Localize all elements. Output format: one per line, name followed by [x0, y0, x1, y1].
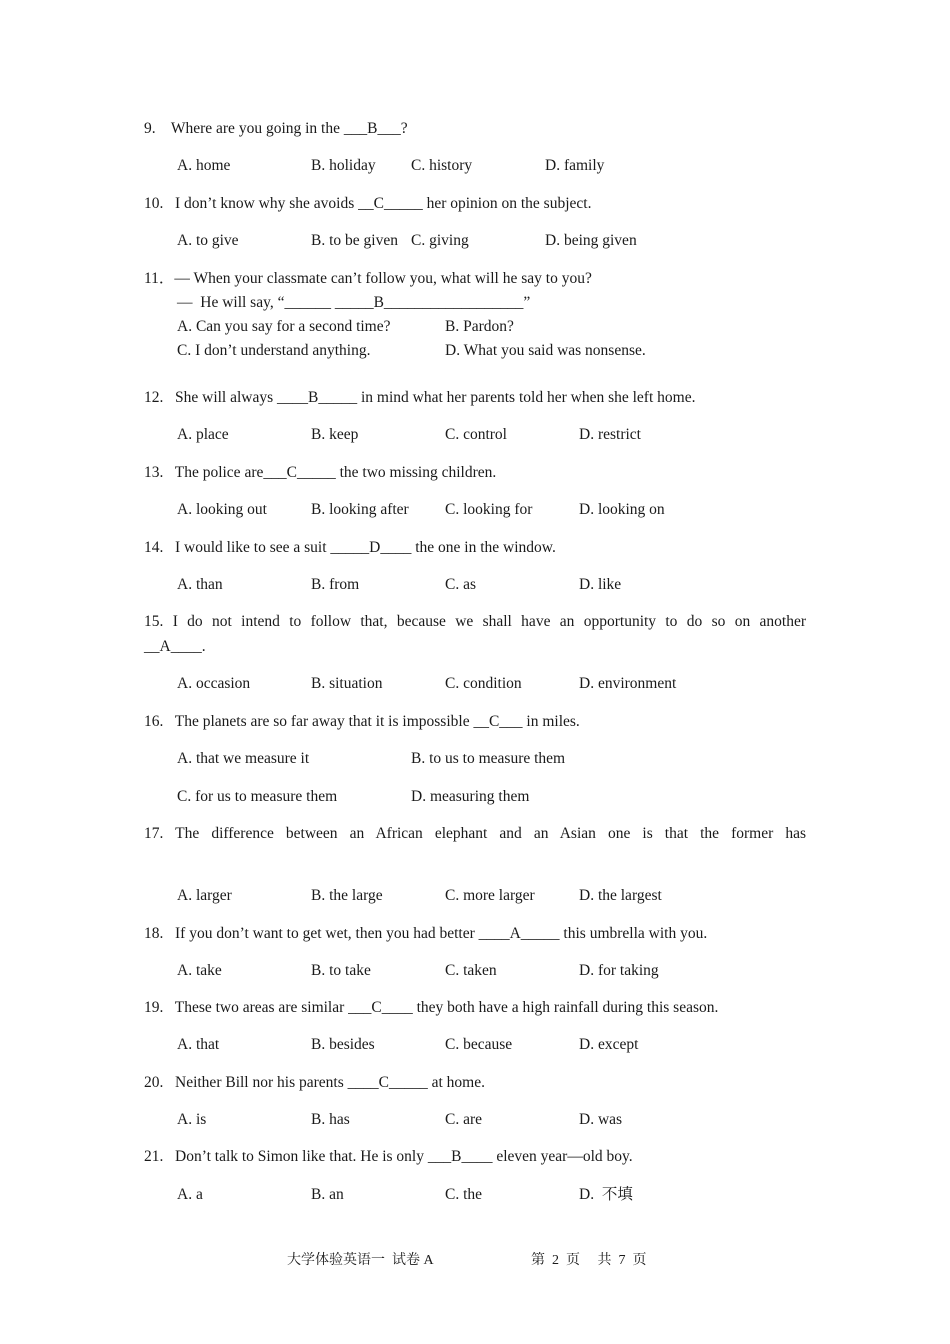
question-9-option-a: A. home — [177, 157, 231, 174]
question-18-option-c: C. taken — [445, 962, 497, 979]
footer-page-number: 第 2 页 共 7 页 — [531, 1253, 647, 1268]
question-16-option-d: D. measuring them — [411, 788, 530, 805]
question-20-stem: 20. Neither Bill nor his parents ____C_____ at home. — [144, 1074, 485, 1091]
question-18-stem: 18. If you don’t want to get wet, then you had better ____A_____ this umbrella with you. — [144, 925, 708, 942]
question-11-line-2: — He will say, “______ _____B__________________” — [177, 294, 531, 311]
question-15-stem: 15. I do not intend to follow that, because we shall have an opportunity to do so on another — [144, 613, 806, 630]
question-20-option-d: D. was — [579, 1111, 623, 1128]
question-14-option-d: D. like — [579, 576, 622, 593]
question-13-option-c: C. looking for — [445, 501, 533, 518]
question-12-option-a: A. place — [177, 426, 229, 443]
question-13-option-d: D. looking on — [579, 501, 665, 518]
question-12-option-d: D. restrict — [579, 426, 641, 443]
question-10-option-a: A. to give — [177, 232, 239, 249]
question-17-option-b: B. the large — [311, 887, 383, 904]
question-16-option-a: A. that we measure it — [177, 750, 310, 767]
question-18-option-b: B. to take — [311, 962, 371, 979]
question-11-option-b: B. Pardon? — [445, 318, 514, 335]
question-16-option-c: C. for us to measure them — [177, 788, 338, 805]
question-10-option-d: D. being given — [545, 232, 637, 249]
question-19-option-b: B. besides — [311, 1036, 375, 1053]
question-20-option-c: C. are — [445, 1111, 483, 1128]
question-13-stem: 13. The police are___C_____ the two missing children. — [144, 464, 497, 481]
question-17-stem: 17. The difference between an African elephant and an Asian one is that the former has — [144, 825, 806, 842]
question-21-stem: 21. Don’t talk to Simon like that. He is only ___B____ eleven year—old boy. — [144, 1148, 633, 1165]
question-15-option-c: C. condition — [445, 675, 522, 692]
question-19-option-d: D. except — [579, 1036, 639, 1053]
question-15-line-2: __A____. — [144, 638, 206, 655]
question-15-option-b: B. situation — [311, 675, 383, 692]
question-17-option-a: A. larger — [177, 887, 232, 904]
question-11-option-c: C. I don’t understand anything. — [177, 342, 371, 359]
question-20-option-b: B. has — [311, 1111, 350, 1128]
question-9-option-b: B. holiday — [311, 157, 376, 174]
question-11-stem: 11．— When your classmate can’t follow you, what will he say to you? — [144, 270, 592, 287]
question-20-option-a: A. is — [177, 1111, 207, 1128]
question-19-option-a: A. that — [177, 1036, 220, 1053]
question-9-stem: 9. Where are you going in the ___B___? — [144, 120, 408, 137]
question-21-option-a: A. a — [177, 1186, 203, 1203]
question-11-option-a: A. Can you say for a second time? — [177, 318, 391, 335]
question-14-option-a: A. than — [177, 576, 223, 593]
question-17-option-d: D. the largest — [579, 887, 662, 904]
question-16-option-b: B. to us to measure them — [411, 750, 566, 767]
question-18-option-a: A. take — [177, 962, 222, 979]
question-10-option-b: B. to be given — [311, 232, 398, 249]
question-17-option-c: C. more larger — [445, 887, 535, 904]
question-14-stem: 14. I would like to see a suit _____D____ the one in the window. — [144, 539, 556, 556]
question-13-option-b: B. looking after — [311, 501, 409, 518]
question-11-option-d: D. What you said was nonsense. — [445, 342, 646, 359]
question-19-stem: 19. These two areas are similar ___C____ they both have a high rainfall during this season. — [144, 999, 719, 1016]
question-14-option-b: B. from — [311, 576, 360, 593]
question-12-option-b: B. keep — [311, 426, 359, 443]
question-12-stem: 12. She will always ____B_____ in mind what her parents told her when she left home. — [144, 389, 696, 406]
question-21-option-b: B. an — [311, 1186, 344, 1203]
question-13-option-a: A. looking out — [177, 501, 267, 518]
question-10-stem: 10. I don’t know why she avoids __C_____ her opinion on the subject. — [144, 195, 592, 212]
question-9-option-d: D. family — [545, 157, 605, 174]
question-14-option-c: C. as — [445, 576, 476, 593]
question-18-option-d: D. for taking — [579, 962, 659, 979]
question-19-option-c: C. because — [445, 1036, 513, 1053]
question-21-option-c: C. the — [445, 1186, 483, 1203]
question-15-option-a: A. occasion — [177, 675, 251, 692]
footer-course-title: 大学体验英语一 试卷 A — [287, 1253, 434, 1268]
question-21-option-d: D. 不填 — [579, 1186, 633, 1203]
question-9-option-c: C. history — [411, 157, 473, 174]
question-16-stem: 16. The planets are so far away that it is impossible __C___ in miles. — [144, 713, 580, 730]
question-10-option-c: C. giving — [411, 232, 469, 249]
question-15-option-d: D. environment — [579, 675, 677, 692]
question-12-option-c: C. control — [445, 426, 507, 443]
